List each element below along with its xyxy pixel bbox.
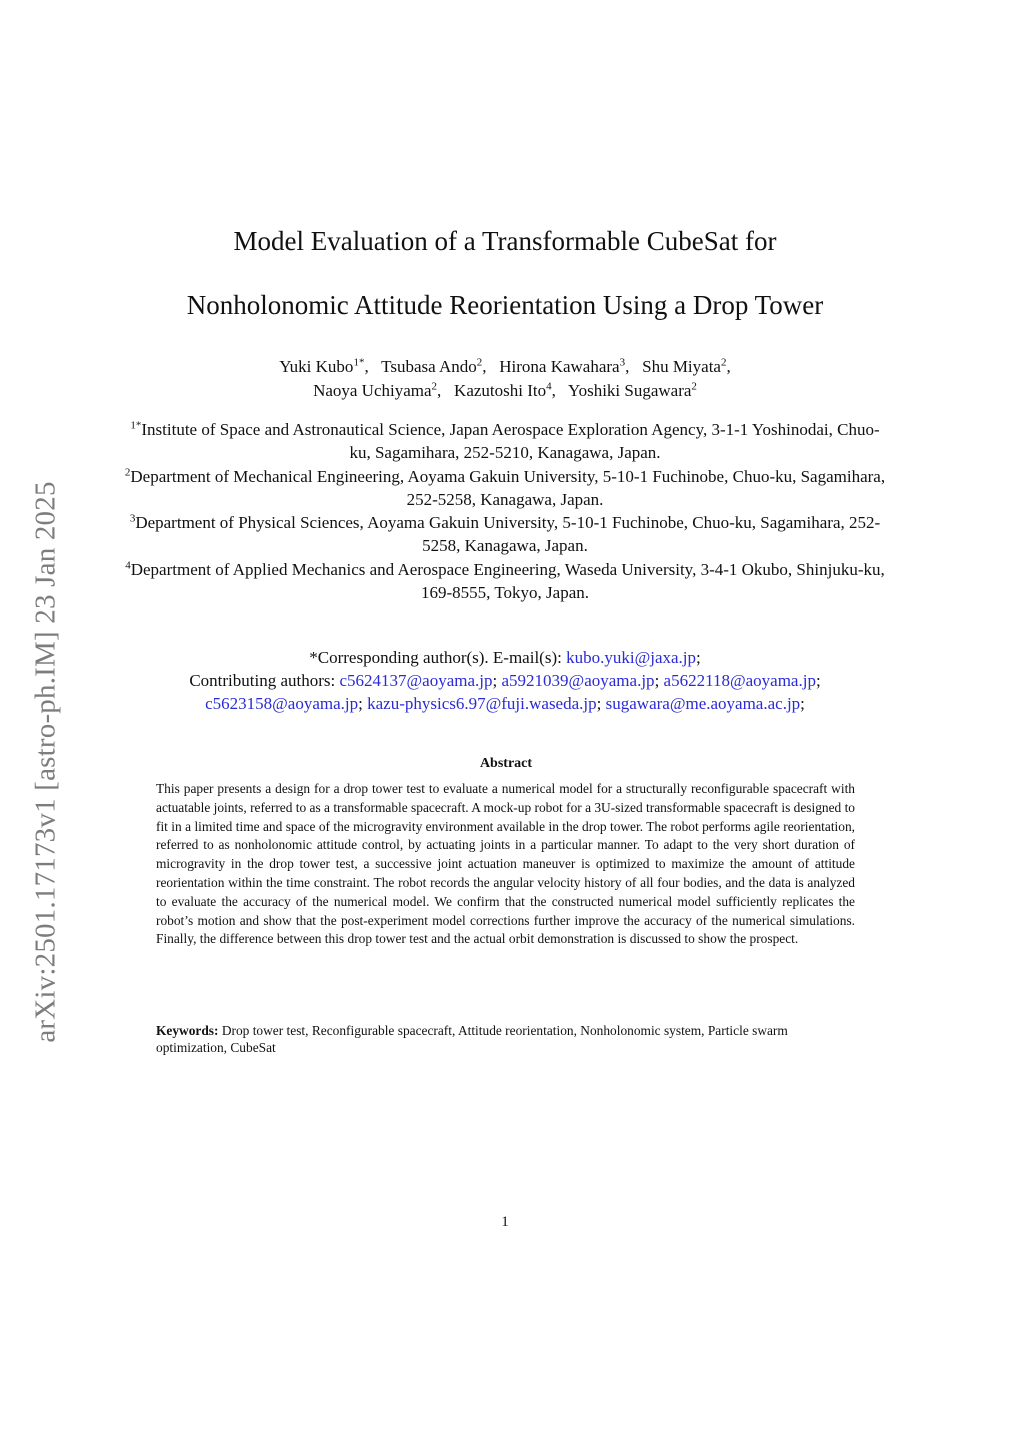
author-name: Kazutoshi Ito — [454, 381, 547, 400]
affiliation-mark: 3 — [129, 512, 136, 525]
affiliation-list — [120, 418, 890, 604]
affiliation-text: Department of Applied Mechanics and Aerospace Engineering, Waseda University, 3-4-1 Okubo, Shinjuku-ku, 169-8555, Tokyo, Japan. — [130, 559, 885, 603]
affiliation-text: Department of Physical Sciences, Aoyama Gakuin University, 5-10-1 Fuchinobe, Chuo-ku, Sagamihara, 252-5258, Kanagawa, Japan. — [135, 513, 881, 556]
contributing-email-link[interactable]: kazu-physics6.97@fuji.waseda.jp — [367, 694, 597, 713]
contributing-label: Contributing authors: — [189, 671, 336, 690]
author-affiliation-mark: 2 — [691, 380, 697, 393]
affiliation-mark: 2 — [124, 465, 131, 478]
paper-title-line-2: Nonholonomic Attitude Reorientation Using a Drop Tower — [186, 290, 824, 320]
author-affiliation-mark: 1* — [353, 356, 365, 369]
author-name: Hirona Kawahara — [499, 357, 620, 376]
author-name: Tsubasa Ando — [381, 357, 477, 376]
affiliation — [120, 465, 890, 512]
contributing-email-link[interactable]: a5622118@aoyama.jp — [663, 671, 816, 690]
author-affiliation-mark: 2 — [431, 380, 438, 393]
author-list — [100, 355, 910, 403]
contact-block — [100, 646, 910, 715]
author-name: Shu Miyata — [642, 357, 721, 376]
arxiv-identifier-stamp: arXiv:2501.17173v1 [astro-ph.IM] 23 Jan 2025 — [29, 481, 62, 1043]
corresponding-author-line: *Corresponding author(s). E-mail(s): kubo.yuki@jaxa.jp; — [309, 648, 701, 667]
affiliation-mark: 4 — [125, 559, 131, 572]
affiliation — [120, 558, 890, 605]
affiliation-text: Institute of Space and Astronautical Science, Japan Aerospace Exploration Agency, 3-1-1 Yoshinodai, Chuo-ku, Sagamihara, 252-5210, Kanagawa, Japan. — [141, 420, 880, 463]
affiliation-text: Department of Mechanical Engineering, Aoyama Gakuin University, 5-10-1 Fuchinobe, Chuo-ku, Sagamihara, 252-5258, Kanagawa, Japan. — [130, 466, 886, 509]
contributing-email-link[interactable]: c5624137@aoyama.jp — [339, 671, 493, 690]
author-affiliation-mark: 2 — [720, 356, 727, 369]
author-affiliation-mark: 4 — [546, 380, 552, 393]
corresponding-label: *Corresponding author(s). E-mail(s): — [309, 648, 562, 667]
affiliation — [120, 418, 890, 465]
contributing-authors-line-2: c5623158@aoyama.jp; kazu-physics6.97@fuji.waseda.jp; sugawara@me.aoyama.ac.jp; — [205, 694, 805, 713]
author-line-1: Yuki Kubo$^{1*}$, Tsubasa Ando$^2$, Hirona Kawahara$^3$, Shu Miyata$^2$, — [279, 356, 731, 376]
affiliation-mark: 1* — [130, 419, 142, 432]
abstract-text: This paper presents a design for a drop tower test to evaluate a numerical model for a structurally reconfigurable spacecraft with actuatable joints, referred to as a transformable spacecraft. A mock-up robot for a 3U-sized transformable spacecraft is designed to fit in a limited time and space of the microgravity environment available in the drop tower. The robot performs agile reorientation, referred to as nonholonomic attitude control, by actuating joints in a particular manner. To adapt to the very short duration of microgravity in the drop tower test, a successive joint actuation maneuver is optimized to maximize the amount of attitude reorientation within the time constraint. The robot records the angular velocity history of all four bodies, and the data is analyzed to evaluate the accuracy of the numerical model. We confirm that the constructed numerical model sufficiently replicates the robot’s motion and show that the post-experiment model corrections further improve the accuracy of the numerical simulations. Finally, the difference between this drop tower test and the actual orbit demonstration is discussed to show the prospect. — [156, 781, 856, 947]
author-affiliation-mark: 3 — [619, 356, 626, 369]
keywords-block — [156, 1022, 855, 1056]
affiliation — [120, 511, 890, 558]
author-name: Naoya Uchiyama — [313, 381, 432, 400]
page-number: 1 — [501, 1214, 509, 1230]
contributing-email-link[interactable]: sugawara@me.aoyama.ac.jp — [605, 694, 801, 713]
author-name: Yoshiki Sugawara — [568, 381, 692, 400]
contributing-authors-line-1: Contributing authors: c5624137@aoyama.jp; a5921039@aoyama.jp; a5622118@aoyama.jp; — [189, 671, 821, 690]
keywords-label: Keywords: — [156, 1023, 219, 1038]
corresponding-email-link[interactable]: kubo.yuki@jaxa.jp — [566, 648, 697, 667]
contributing-email-link[interactable]: a5921039@aoyama.jp — [501, 671, 655, 690]
keywords-text: Drop tower test, Reconfigurable spacecraft, Attitude reorientation, Nonholonomic system, Particle swarm optimization, CubeSat — [156, 1023, 788, 1055]
contributing-email-link[interactable]: c5623158@aoyama.jp — [205, 694, 359, 713]
author-line-2: Naoya Uchiyama$^2$, Kazutoshi Ito$^4$, Yoshiki Sugawara$^2$ — [313, 380, 697, 400]
abstract-heading: Abstract — [479, 756, 533, 771]
author-affiliation-mark: 2 — [476, 356, 483, 369]
author-name: Yuki Kubo — [279, 357, 354, 376]
paper-title-line-1: Model Evaluation of a Transformable CubeSat for — [233, 226, 777, 256]
